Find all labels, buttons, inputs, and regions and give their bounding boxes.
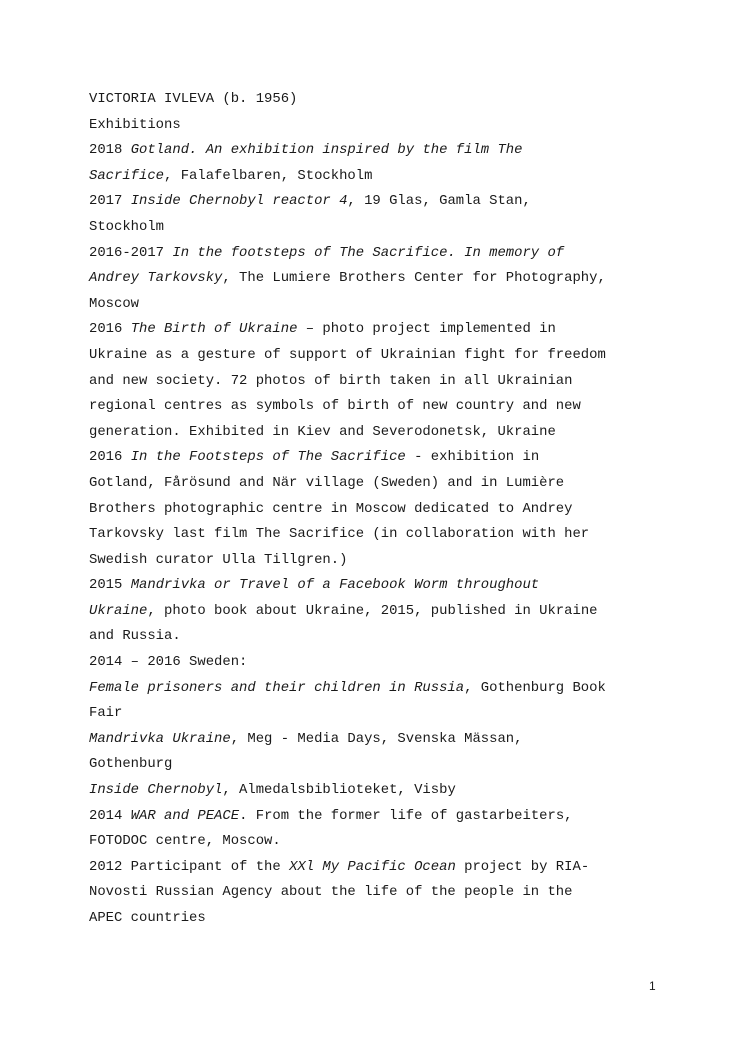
italic-title: Mandrivka Ukraine	[89, 730, 231, 747]
text-line	[89, 266, 669, 292]
italic-title: Andrey Tarkovsky	[89, 270, 223, 287]
document-heading	[89, 87, 669, 113]
text-run: project by RIA-	[455, 858, 590, 875]
text-line	[89, 215, 669, 241]
text-run: Brothers photographic centre in Moscow dedicated to Andrey	[89, 500, 573, 517]
text-run: , Meg - Media Days, Svenska Mässan,	[230, 730, 523, 747]
text-run: Stockholm	[89, 218, 165, 235]
italic-title: Inside Chernobyl reactor 4	[130, 193, 348, 210]
text-line	[89, 752, 669, 778]
text-run: , Falafelbaren, Stockholm	[164, 167, 373, 184]
text-run: , 19 Glas, Gamla Stan,	[347, 193, 531, 210]
text-run: generation. Exhibited in Kiev and Severodonetsk, Ukraine	[89, 423, 556, 440]
italic-title: XXl My Pacific Ocean	[289, 858, 456, 875]
text-line	[89, 445, 669, 471]
italic-title: Inside Chernobyl	[89, 782, 223, 799]
text-run: 2016	[89, 449, 131, 466]
text-run: Swedish curator Ulla Tillgren.)	[89, 551, 348, 568]
text-line	[89, 804, 669, 830]
text-run: , The Lumiere Brothers Center for Photography,	[222, 270, 606, 287]
italic-title: Sacrifice	[89, 167, 165, 184]
italic-title: The Birth of Ukraine	[130, 321, 298, 338]
text-run: FOTODOC centre, Moscow.	[89, 833, 281, 850]
text-run: Fair	[89, 705, 123, 722]
text-line	[89, 241, 669, 267]
italic-title: Mandrivka or Travel of a Facebook Worm throughout	[130, 577, 540, 594]
text-run: , photo book about Ukraine, 2015, published in Ukraine	[147, 602, 598, 619]
text-run: 2015	[89, 577, 131, 594]
text-line	[89, 599, 669, 625]
text-line	[89, 624, 669, 650]
text-line	[89, 343, 669, 369]
text-run: Novosti Russian Agency about the life of the people in the	[89, 884, 573, 901]
text-line	[89, 855, 669, 881]
text-line	[89, 164, 669, 190]
italic-title: Female prisoners and their children in Russia	[89, 679, 465, 696]
text-run: - exhibition in	[405, 449, 540, 466]
text-run: and new society. 72 photos of birth taken in all Ukrainian	[89, 372, 573, 389]
text-line	[89, 471, 669, 497]
text-run: 2016-2017	[89, 244, 173, 261]
text-line	[89, 394, 669, 420]
text-line	[89, 880, 669, 906]
text-line	[89, 676, 669, 702]
section-title	[89, 113, 669, 139]
text-line	[89, 292, 669, 318]
italic-title: Ukraine	[89, 602, 148, 619]
text-run: Exhibitions	[89, 116, 181, 133]
text-run: 2017	[89, 193, 131, 210]
text-line	[89, 317, 669, 343]
text-line	[89, 829, 669, 855]
text-run: Tarkovsky last film The Sacrifice (in collaboration with her	[89, 526, 590, 543]
text-line	[89, 497, 669, 523]
exhibitions-text	[89, 87, 669, 932]
page-number: 1	[649, 979, 656, 993]
text-run: 2018	[89, 142, 131, 159]
text-line	[89, 189, 669, 215]
italic-title: In the footsteps of The Sacrifice. In memory of	[172, 244, 565, 261]
italic-title: Gotland. An exhibition inspired by the film The	[130, 142, 523, 159]
text-line	[89, 906, 669, 932]
text-run: Gotland, Fårösund and När village (Sweden) and in Lumière	[89, 474, 565, 491]
text-run: – photo project implemented in	[297, 321, 556, 338]
text-run: 2016	[89, 321, 131, 338]
text-run: , Almedalsbiblioteket, Visby	[222, 782, 456, 799]
text-run: . From the former life of gastarbeiters,	[239, 807, 573, 824]
text-line	[89, 548, 669, 574]
text-line	[89, 369, 669, 395]
text-line	[89, 650, 669, 676]
text-run: 2014	[89, 807, 131, 824]
text-run: Gothenburg	[89, 756, 173, 773]
italic-title: WAR and PEACE	[130, 807, 240, 824]
text-run: Ukraine as a gesture of support of Ukrainian fight for freedom	[89, 346, 606, 363]
text-run: Moscow	[89, 295, 140, 312]
text-run: and Russia.	[89, 628, 181, 645]
text-run: VICTORIA IVLEVA (b. 1956)	[89, 91, 298, 107]
italic-title: In the Footsteps of The Sacrifice	[130, 449, 406, 466]
text-line	[89, 573, 669, 599]
text-line	[89, 522, 669, 548]
text-run: 2012 Participant of the	[89, 858, 290, 875]
text-run: regional centres as symbols of birth of new country and new	[89, 398, 581, 415]
text-run: , Gothenburg Book	[464, 679, 606, 696]
text-run: APEC countries	[89, 910, 206, 926]
text-line	[89, 778, 669, 804]
text-run: 2014 – 2016 Sweden:	[89, 654, 248, 671]
text-line	[89, 727, 669, 753]
text-line	[89, 420, 669, 446]
text-line	[89, 138, 669, 164]
text-line	[89, 701, 669, 727]
